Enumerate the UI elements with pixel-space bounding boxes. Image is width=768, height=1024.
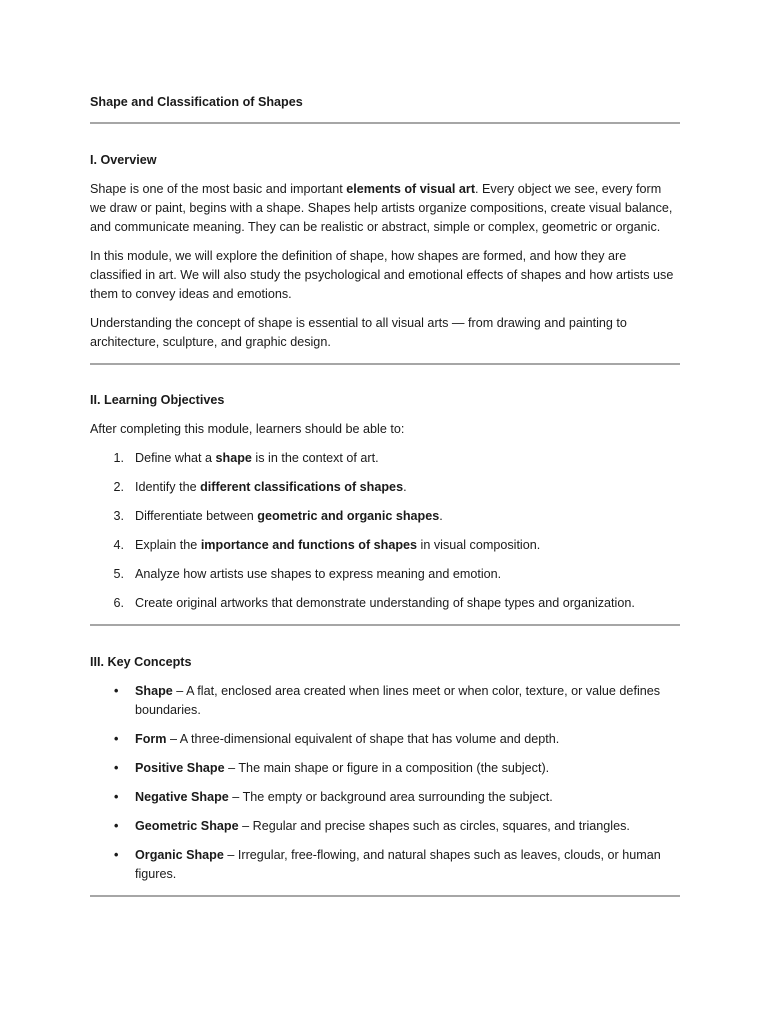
list-item bbox=[90, 507, 680, 526]
concept-term: Shape bbox=[135, 684, 173, 698]
objectives-intro: After completing this module, learners should be able to: bbox=[90, 422, 405, 436]
concept-term: Positive Shape bbox=[135, 761, 225, 775]
bullet-icon: • bbox=[114, 819, 119, 833]
divider bbox=[90, 122, 680, 124]
concept-term: Form bbox=[135, 732, 167, 746]
concept-term: Organic Shape bbox=[135, 848, 224, 862]
divider bbox=[90, 895, 680, 897]
overview-paragraph-3: Understanding the concept of shape is essential to all visual arts — from drawing and painting to architecture, sculpture, and graphic design. bbox=[90, 316, 627, 349]
divider bbox=[90, 624, 680, 626]
list-item bbox=[90, 594, 680, 613]
list-number: 4. bbox=[113, 538, 124, 552]
item-text: is in the context of art. bbox=[251, 451, 379, 465]
document-content bbox=[90, 93, 680, 897]
item-text: Explain the bbox=[135, 538, 201, 552]
objectives-list bbox=[90, 449, 680, 613]
divider bbox=[90, 363, 680, 365]
bold-text: different classifications of shapes bbox=[200, 480, 404, 494]
list-item bbox=[90, 565, 680, 584]
bullet-icon: • bbox=[114, 684, 119, 698]
paragraph-text: Shape is one of the most basic and important bbox=[90, 182, 347, 196]
bullet-icon: • bbox=[114, 790, 119, 804]
key-concepts-list bbox=[90, 682, 680, 884]
overview-paragraph-1 bbox=[90, 180, 680, 237]
list-item bbox=[90, 817, 680, 836]
item-text: Define what a bbox=[135, 451, 216, 465]
list-number: 6. bbox=[113, 596, 124, 610]
section-heading-key-concepts: III. Key Concepts bbox=[90, 655, 192, 669]
list-item bbox=[90, 846, 680, 884]
concept-definition: – Irregular, free-flowing, and natural shapes such as leaves, clouds, or human figures. bbox=[135, 848, 661, 881]
overview-paragraph-2: In this module, we will explore the definition of shape, how shapes are formed, and how they are classified in art. We will also study the psychological and emotional effects of shapes and how artists use them to convey ideas and emotions. bbox=[90, 249, 674, 301]
list-item bbox=[90, 759, 680, 778]
concept-term: Negative Shape bbox=[135, 790, 229, 804]
list-item bbox=[90, 730, 680, 749]
list-item bbox=[90, 478, 680, 497]
bullet-icon: • bbox=[114, 761, 119, 775]
section-heading-objectives: II. Learning Objectives bbox=[90, 393, 225, 407]
concept-definition: – The main shape or figure in a composition (the subject). bbox=[224, 761, 550, 775]
list-item bbox=[90, 788, 680, 807]
concept-definition: – A flat, enclosed area created when lines meet or when color, texture, or value defines boundaries. bbox=[135, 684, 661, 717]
document-title: Shape and Classification of Shapes bbox=[90, 95, 303, 109]
concept-definition: – A three-dimensional equivalent of shape that has volume and depth. bbox=[166, 732, 560, 746]
bold-text: geometric and organic shapes bbox=[257, 509, 440, 523]
bold-text: elements of visual art bbox=[346, 182, 476, 196]
list-number: 2. bbox=[113, 480, 124, 494]
item-text: . bbox=[439, 509, 443, 523]
item-text: Analyze how artists use shapes to express meaning and emotion. bbox=[135, 567, 502, 581]
concept-definition: – The empty or background area surrounding the subject. bbox=[228, 790, 553, 804]
paragraph-text: . Every object we see, every form we draw or paint, begins with a shape. Shapes help artists organize compositions, create visual balance, and communicate meaning. They can be realistic or abstract, simple or complex, geometric or organic. bbox=[90, 182, 673, 234]
bold-text: importance and functions of shapes bbox=[200, 538, 418, 552]
item-text: Identify the bbox=[135, 480, 201, 494]
item-text: Create original artworks that demonstrate understanding of shape types and organization. bbox=[135, 596, 635, 610]
bullet-icon: • bbox=[114, 848, 119, 862]
section-heading-overview: I. Overview bbox=[90, 153, 157, 167]
list-number: 1. bbox=[113, 451, 124, 465]
list-item bbox=[90, 682, 680, 720]
list-item bbox=[90, 536, 680, 555]
bullet-icon: • bbox=[114, 732, 119, 746]
item-text: . bbox=[403, 480, 407, 494]
concept-term: Geometric Shape bbox=[135, 819, 239, 833]
list-item bbox=[90, 449, 680, 468]
list-number: 3. bbox=[113, 509, 124, 523]
item-text: Differentiate between bbox=[135, 509, 258, 523]
bold-text: shape bbox=[215, 451, 252, 465]
list-number: 5. bbox=[113, 567, 124, 581]
item-text: in visual composition. bbox=[417, 538, 541, 552]
concept-definition: – Regular and precise shapes such as circles, squares, and triangles. bbox=[238, 819, 630, 833]
